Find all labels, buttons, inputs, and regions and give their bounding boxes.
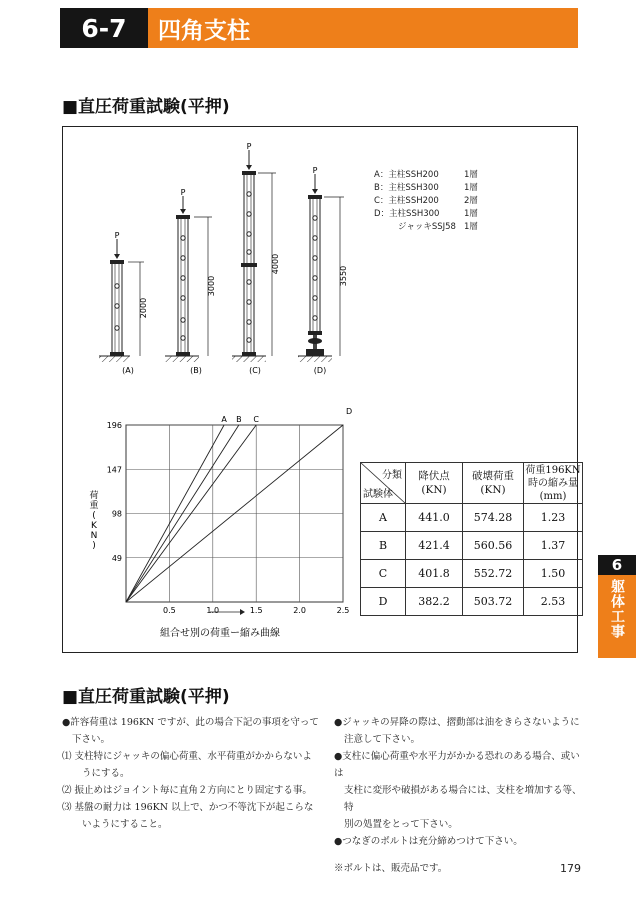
yield-header-line2: (KN) — [421, 484, 447, 496]
chapter-label: 躯体工事 — [609, 579, 625, 639]
row-shrink: 1.23 — [524, 504, 583, 532]
series-label-c: C — [253, 415, 259, 424]
post-label-d: (D) — [313, 366, 327, 375]
table-row — [361, 532, 583, 560]
row-shrink: 1.37 — [524, 532, 583, 560]
row-name: C — [361, 560, 406, 588]
row-break: 574.28 — [463, 504, 524, 532]
note-line: ●ジャッキの昇降の際は、摺動部は油をきらさないように — [334, 717, 580, 728]
height-label-b: 3000 — [207, 275, 216, 297]
y-tick-label: 98 — [111, 509, 122, 519]
note-line: ●許容荷重は 196KN ですが、此の場合下記の事項を守って — [62, 717, 319, 728]
post-b-drawing — [165, 196, 212, 362]
note-line: ⑵ 振止めはジョイント毎に直角２方向にとり固定する事。 — [62, 785, 312, 796]
note-line: うにする。 — [82, 768, 130, 779]
note-line: ※ボルトは、販売品です。 — [334, 863, 448, 874]
note-line: 支柱に変形や破損がある場合には、支柱を増加する等、特 — [344, 785, 582, 813]
row-break: 552.72 — [463, 560, 524, 588]
table-row — [361, 504, 583, 532]
height-label-c: 4000 — [271, 253, 280, 275]
shrink-header-line3: (mm) — [539, 490, 567, 502]
note-line: ●支柱に偏心荷重や水平力がかかる恐れのある場合、或いは — [334, 751, 580, 779]
chart-y-label-char: 重 — [89, 501, 99, 511]
load-label-c: P — [246, 142, 252, 151]
row-yield: 401.8 — [406, 560, 463, 588]
row-name: A — [361, 504, 406, 532]
chart-y-label-char: ) — [92, 541, 96, 551]
note-line: ●つなぎのボルトは充分締めつけて下さい。 — [334, 836, 523, 847]
post-c-drawing — [232, 150, 276, 362]
x-tick-label: 2.5 — [336, 606, 350, 615]
load-label-d: P — [312, 166, 318, 175]
table-row — [361, 560, 583, 588]
row-yield: 382.2 — [406, 588, 463, 616]
legend-layers-a: 1層 — [464, 170, 478, 180]
row-break: 560.56 — [463, 532, 524, 560]
legend — [374, 169, 478, 232]
legend-key-b: B：主柱SSH300 — [374, 183, 439, 193]
load-label-a: P — [114, 231, 120, 240]
legend-layers-jack: 1層 — [464, 222, 478, 232]
x-tick-label: 2.0 — [293, 606, 306, 615]
x-tick-label: 1.5 — [249, 606, 263, 615]
shrink-header-line1: 荷重196KN — [525, 464, 581, 476]
table-corner-cell — [361, 463, 406, 504]
note-line: 注意して下さい。 — [344, 734, 421, 745]
note-line: ⑴ 支柱特にジャッキの偏心荷重、水平荷重がかからないよ — [62, 751, 312, 762]
y-tick-label: 49 — [111, 553, 122, 563]
table-header-break — [463, 463, 524, 504]
note-line: いようにすること。 — [82, 819, 168, 830]
shrink-header-line2: 時の縮み量 — [528, 477, 578, 489]
legend-layers-d: 1層 — [464, 209, 478, 219]
chart-title: 組合せ別の荷重ー縮み曲線 — [160, 628, 280, 639]
row-yield: 421.4 — [406, 532, 463, 560]
section-number: 6-7 — [60, 8, 148, 48]
table-row — [361, 588, 583, 616]
chapter-side-tab — [598, 555, 636, 658]
post-d-drawing — [298, 174, 344, 362]
legend-key-a: A：主柱SSH200 — [374, 170, 439, 180]
chart-y-label-char: N — [90, 531, 98, 541]
x-tick-label: 0.5 — [163, 606, 176, 615]
post-label-b: (B) — [190, 366, 202, 375]
yield-header-line1: 降伏点 — [418, 470, 450, 482]
row-name: D — [361, 588, 406, 616]
y-tick-label: 196 — [106, 421, 122, 430]
load-shrink-chart — [89, 407, 352, 639]
chart-x-arrowhead — [240, 609, 245, 615]
height-label-a: 2000 — [139, 297, 148, 319]
legend-key-c: C：主柱SSH200 — [374, 196, 439, 206]
post-label-c: (C) — [249, 366, 261, 375]
legend-key-d: D：主柱SSH300 — [374, 209, 440, 219]
notes-left — [62, 714, 324, 833]
post-label-a: (A) — [122, 366, 134, 375]
break-header-line2: (KN) — [480, 484, 506, 496]
y-tick-label: 147 — [106, 465, 122, 475]
series-label-b: B — [236, 415, 242, 424]
chart-y-label — [89, 489, 98, 551]
row-name: B — [361, 532, 406, 560]
height-label-d: 3550 — [339, 265, 348, 287]
notes-right — [334, 714, 584, 877]
section-heading-2: ■直圧荷重試験(平押) — [62, 687, 230, 707]
break-header-line1: 破壊荷重 — [472, 470, 514, 482]
page-number: 179 — [560, 862, 581, 875]
post-a-drawing — [99, 239, 144, 362]
table-corner-bottom: 試験体 — [363, 489, 393, 500]
section-heading-1: ■直圧荷重試験(平押) — [62, 97, 230, 117]
section-title: 四角支柱 — [148, 8, 578, 48]
note-line: 下さい。 — [72, 734, 111, 745]
series-label-d: D — [346, 407, 353, 416]
note-line: ⑶ 基盤の耐力は 196KN 以上で、かつ不等沈下が起こらな — [62, 802, 314, 813]
legend-layers-c: 2層 — [464, 196, 478, 206]
row-shrink: 1.50 — [524, 560, 583, 588]
table-header-shrink — [524, 463, 583, 504]
chart-y-label-char: ( — [92, 511, 96, 521]
chart-y-label-char: 荷 — [89, 491, 99, 501]
legend-layers-b: 1層 — [464, 183, 478, 193]
chapter-number: 6 — [598, 555, 636, 575]
x-tick-label: 1.0 — [206, 606, 220, 615]
legend-key-jack: ジャッキSSJ58 — [398, 222, 456, 232]
row-shrink: 2.53 — [524, 588, 583, 616]
series-label-a: A — [221, 415, 227, 424]
note-line — [334, 850, 584, 860]
table-header-yield — [406, 463, 463, 504]
test-results-table — [360, 462, 583, 616]
row-break: 503.72 — [463, 588, 524, 616]
chart-y-label-char: K — [91, 521, 97, 531]
table-corner-top: 分類 — [382, 470, 402, 481]
note-line: 別の処置をとって下さい。 — [344, 819, 458, 830]
load-label-b: P — [180, 188, 186, 197]
row-yield: 441.0 — [406, 504, 463, 532]
